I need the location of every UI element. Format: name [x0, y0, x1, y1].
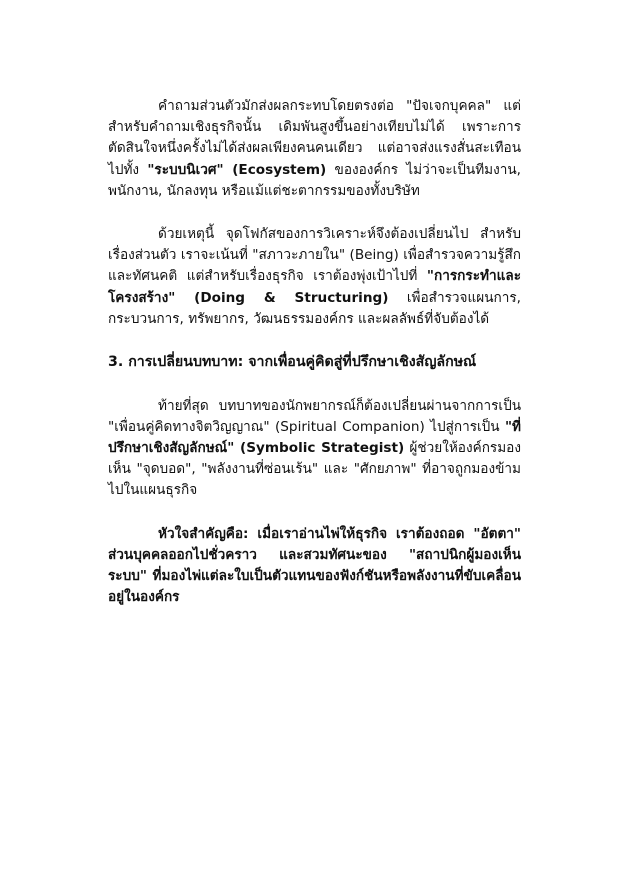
paragraph-role: [108, 396, 521, 502]
paragraph-focus-text: ด้วยเหตุนี้ จุดโฟกัสของการวิเคราะห์จึงต้องเปลี่ยนไป สำหรับเรื่องส่วนตัว เราจะเน้นที่ "สภาวะภายใน" (Being) เพื่อสำรวจความรู้สึกและทัศนคติ แต่สำหรับเรื่องธุรกิจ เราต้องพุ่งเป้าไปที่: [108, 226, 521, 285]
paragraph-stakes-text: คำถามส่วนตัวมักส่งผลกระทบโดยตรงต่อ "ปัจเจกบุคคล" แต่สำหรับคำถามเชิงธุรกิจนั้น เดิมพันสูงขึ้นอย่างเทียบไม่ได้ เพราะการตัดสินใจหนึ่งครั้งไม่ได้ส่งผลเพียงคนคนเดียว แต่อาจส่งแรงสั่นสะเทือนไปทั้ง: [108, 98, 521, 178]
paragraph-stakes-text-end: ขององค์กร ไม่ว่าจะเป็นทีมงาน, พนักงาน, นักลงทุน หรือแม้แต่ชะตากรรมของทั้งบริษัท: [108, 161, 522, 199]
paragraph-focus-text-end: เพื่อสำรวจแผนการ, กระบวนการ, ทรัพยากร, วัฒนธรรมองค์กร และผลลัพธ์ที่จับต้องได้: [108, 289, 521, 327]
doing-structuring-emphasis: "การกระทำและโครงสร้าง" (Doing & Structuring): [108, 268, 521, 306]
ecosystem-emphasis: "ระบบนิเวศ" (Ecosystem): [147, 161, 327, 178]
paragraph-stakes: [108, 96, 521, 202]
paragraph-focus: [108, 224, 521, 330]
paragraph-role-text: ท้ายที่สุด บทบาทของนักพยากรณ์ก็ต้องเปลี่ยนผ่านจากการเป็น "เพื่อนคู่คิดทางจิตวิญญาณ" (Spiritual Companion) ไปสู่การเป็น: [108, 397, 521, 435]
paragraph-role-text-end: ผู้ช่วยให้องค์กรมองเห็น "จุดบอด", "พลังงานที่ซ่อนเร้น" และ "ศักยภาพ" ที่อาจถูกมองข้ามไปในแผนธุรกิจ: [108, 439, 521, 499]
section-heading: 3. การเปลี่ยนบทบาท: จากเพื่อนคู่คิดสู่ที่ปรึกษาเชิงสัญลักษณ์: [108, 354, 477, 371]
key-point-paragraph: หัวใจสำคัญคือ: เมื่อเราอ่านไพ่ให้ธุรกิจ เราต้องถอด "อัตตา" ส่วนบุคคลออกไปชั่วคราว และสวมทัศนะของ "สถาปนิกผู้มองเห็นระบบ" ที่มองไพ่แต่ละใบเป็นตัวแทนของฟังก์ชันหรือพลังงานที่ขับเคลื่อนอยู่ในองค์กร: [108, 525, 521, 606]
symbolic-strategist-emphasis: "ที่ปรึกษาเชิงสัญลักษณ์" (Symbolic Strategist): [108, 418, 521, 456]
